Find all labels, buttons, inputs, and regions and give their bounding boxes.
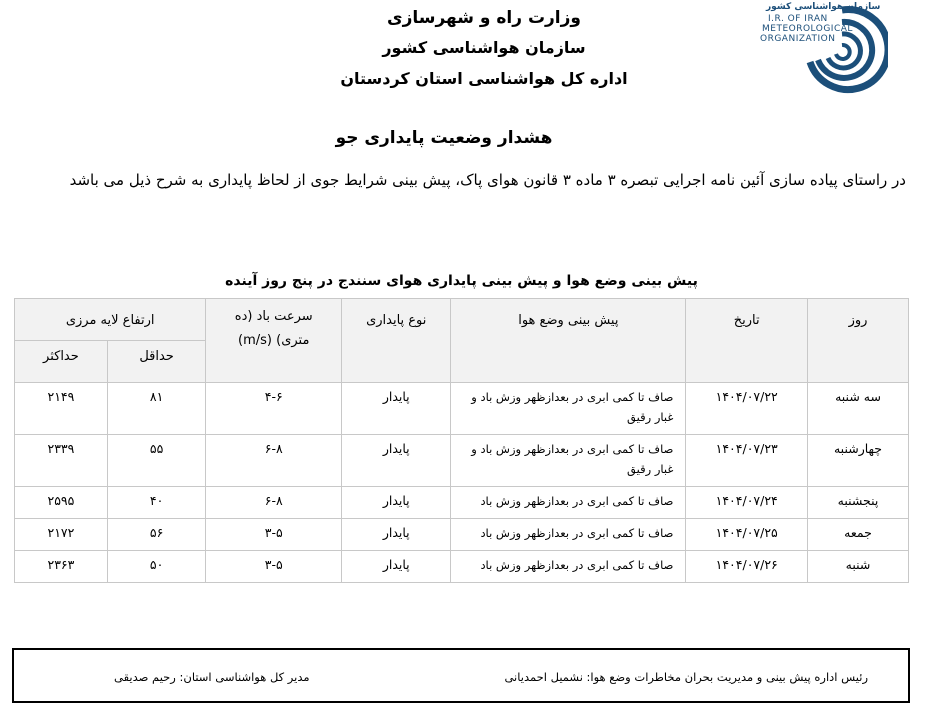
logo-en-line2: METEOROLOGICAL (762, 24, 853, 34)
office-name: اداره کل هواشناسی استان کردستان (340, 69, 628, 88)
organization-name: سازمان هواشناسی کشور (382, 38, 586, 57)
table-row (15, 435, 909, 487)
cell-wind: ۴-۶ (206, 383, 342, 435)
cell-min: ۵۶ (107, 519, 206, 551)
header-wind-speed: سرعت باد (ده متری) (m/s) (206, 299, 342, 383)
header-stability: نوع پایداری (342, 299, 451, 383)
cell-wind: ۶-۸ (206, 487, 342, 519)
ministry-name: وزارت راه و شهرسازی (386, 8, 581, 28)
cell-forecast: صاف تا کمی ابری در بعدازظهر وزش باد (451, 487, 686, 519)
cell-wind: ۳-۵ (206, 551, 342, 583)
cell-max: ۲۱۴۹ (15, 383, 108, 435)
cell-day: سه شنبه (808, 383, 909, 435)
page-title: هشدار وضعیت پایداری جو (335, 128, 553, 148)
cell-min: ۸۱ (107, 383, 206, 435)
cell-forecast: صاف تا کمی ابری در بعدازظهر وزش باد (451, 519, 686, 551)
logo-spiral-icon (802, 2, 888, 98)
cell-forecast: صاف تا کمی ابری در بعدازظهر وزش باد (451, 551, 686, 583)
table-row (15, 551, 909, 583)
cell-min: ۴۰ (107, 487, 206, 519)
logo-en-line1: I.R. OF IRAN (768, 14, 828, 24)
cell-wind: ۳-۵ (206, 519, 342, 551)
table-caption: پیش بینی وضع هوا و پیش بینی پایداری هوای سنندج در پنج روز آینده (225, 273, 698, 289)
header-boundary-layer: ارتفاع لایه مرزی (15, 299, 206, 341)
cell-stability: پایدار (342, 519, 451, 551)
table-row (15, 383, 909, 435)
header-date: تاریخ (686, 299, 808, 383)
signature-box (12, 648, 910, 703)
logo-en-line3: ORGANIZATION (760, 34, 836, 44)
header-max: حداکثر (15, 341, 108, 383)
cell-stability: پایدار (342, 551, 451, 583)
cell-max: ۲۱۷۲ (15, 519, 108, 551)
forecast-head-signature: رئیس اداره پیش بینی و مدیریت بحران مخاطرات وضع هوا: نشمیل احمدیانی (504, 670, 868, 684)
cell-date: ۱۴۰۴/۰۷/۲۶ (686, 551, 808, 583)
header-day: روز (808, 299, 909, 383)
cell-forecast: صاف تا کمی ابری در بعدازظهر وزش باد و غبار رقیق (451, 435, 686, 487)
cell-min: ۵۰ (107, 551, 206, 583)
cell-stability: پایدار (342, 383, 451, 435)
cell-max: ۲۵۹۵ (15, 487, 108, 519)
cell-date: ۱۴۰۴/۰۷/۲۲ (686, 383, 808, 435)
cell-max: ۲۳۳۹ (15, 435, 108, 487)
table-row (15, 519, 909, 551)
cell-stability: پایدار (342, 435, 451, 487)
cell-day: پنجشنبه (808, 487, 909, 519)
forecast-table (14, 298, 909, 583)
header-min: حداقل (107, 341, 206, 383)
cell-stability: پایدار (342, 487, 451, 519)
header-forecast: پیش بینی وضع هوا (451, 299, 686, 383)
intro-paragraph: در راستای پیاده سازی آئین نامه اجرایی تبصره ۳ ماده ۳ قانون هوای پاک، پیش بینی شرایط جوی از لحاظ پایداری به شرح ذیل می باشد (69, 171, 906, 189)
cell-day: چهارشنبه (808, 435, 909, 487)
cell-date: ۱۴۰۴/۰۷/۲۳ (686, 435, 808, 487)
cell-wind: ۶-۸ (206, 435, 342, 487)
cell-date: ۱۴۰۴/۰۷/۲۵ (686, 519, 808, 551)
cell-date: ۱۴۰۴/۰۷/۲۴ (686, 487, 808, 519)
cell-day: جمعه (808, 519, 909, 551)
table-row (15, 487, 909, 519)
cell-day: شنبه (808, 551, 909, 583)
cell-min: ۵۵ (107, 435, 206, 487)
logo-persian-text: سازمان هواشناسی کشور (766, 2, 881, 12)
director-signature: مدیر کل هواشناسی استان: رحیم صدیقی (114, 670, 310, 684)
cell-forecast: صاف تا کمی ابری در بعدازظهر وزش باد و غبار رقیق (451, 383, 686, 435)
cell-max: ۲۳۶۳ (15, 551, 108, 583)
meteorological-organization-logo (748, 0, 888, 100)
